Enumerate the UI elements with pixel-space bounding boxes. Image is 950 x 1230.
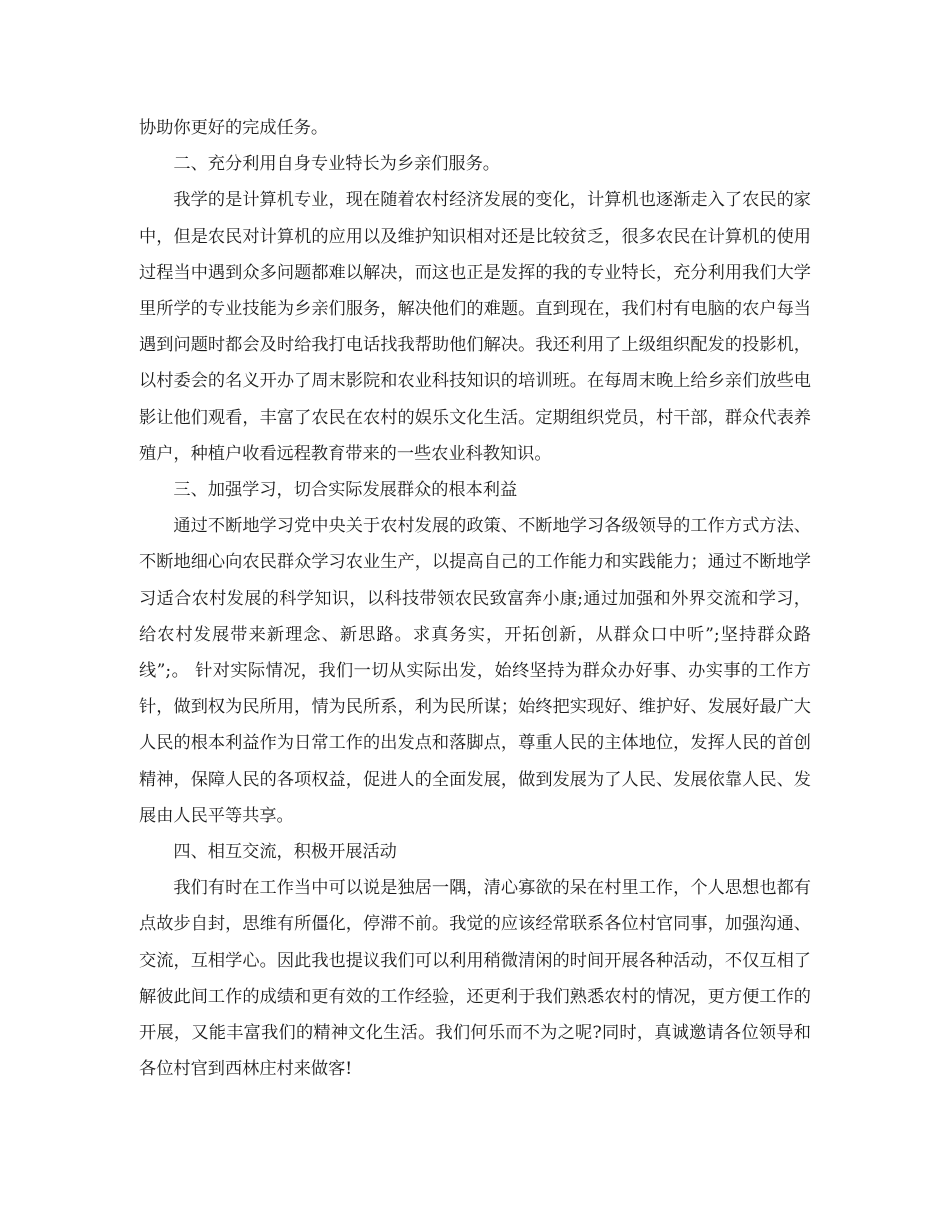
section-heading-four: 四、相互交流，积极开展活动 xyxy=(173,842,397,863)
paragraph-computer-service: 我学的是计算机专业，现在随着农村经济发展的变化，计算机也逐渐走入了农民的家中，但是农民对计算机的应用以及维护知识相对还是比较贫乏，很多农民在计算机的使用过程当中遇到众多问题都难以解决，而这也正是发挥的我的专业特长，充分利用我们大学里所学的专业技能为乡亲们服务，解决他们的难题。直到现在，我们村有电脑的农户每当遇到问题时都会及时给我打电话找我帮助他们解决。我还利用了上级组织配发的投影机，以村委会的名义开办了周末影院和农业科技知识的培训班。在每周末晚上给乡亲们放些电影让他们观看，丰富了农民在农村的娱乐文化生活。定期组织党员，村干部，群众代表养殖户，种植户收看远程教育带来的一些农业科教知识。 xyxy=(139,190,811,464)
document-body xyxy=(139,110,811,1087)
section-heading-three: 三、加强学习，切合实际发展群众的根本利益 xyxy=(173,480,518,501)
paragraph-study: 通过不断地学习党中央关于农村发展的政策、不断地学习各级领导的工作方式方法、不断地细心向农民群众学习农业生产，以提高自己的工作能力和实践能力；通过不断地学习适合农村发展的科学知识，以科技带领农民致富奔小康;通过加强和外界交流和学习，给农村发展带来新理念、新思路。求真务实，开拓创新，从群众口中听”;坚持群众路线”;。 针对实际情况，我们一切从实际出发，始终坚持为群众办好事、办实事的工作方针，做到权为民所用，情为民所系，利为民所谋；始终把实现好、维护好、发展好最广大人民的根本利益作为日常工作的出发点和落脚点，尊重人民的主体地位，发挥人民的首创精神，保障人民的各项权益，促进人的全面发展，做到发展为了人民、发展依靠人民、发展由人民平等共享。 xyxy=(139,516,811,826)
section-heading-two: 二、充分利用自身专业特长为乡亲们服务。 xyxy=(173,154,500,175)
paragraph-exchange: 我们有时在工作当中可以说是独居一隅，清心寡欲的呆在村里工作，个人思想也都有点故步自封，思维有所僵化，停滞不前。我觉的应该经常联系各位村官同事，加强沟通、交流，互相学心。因此我也提议我们可以利用稍微清闲的时间开展各种活动，不仅互相了解彼此间工作的成绩和更有效的工作经验，还更利于我们熟悉农村的情况，更方便工作的开展，又能丰富我们的精神文化生活。我们何乐而不为之呢?同时，真诚邀请各位领导和各位村官到西林庄村来做客! xyxy=(139,878,811,1080)
paragraph-continuation: 协助你更好的完成任务。 xyxy=(139,118,329,138)
